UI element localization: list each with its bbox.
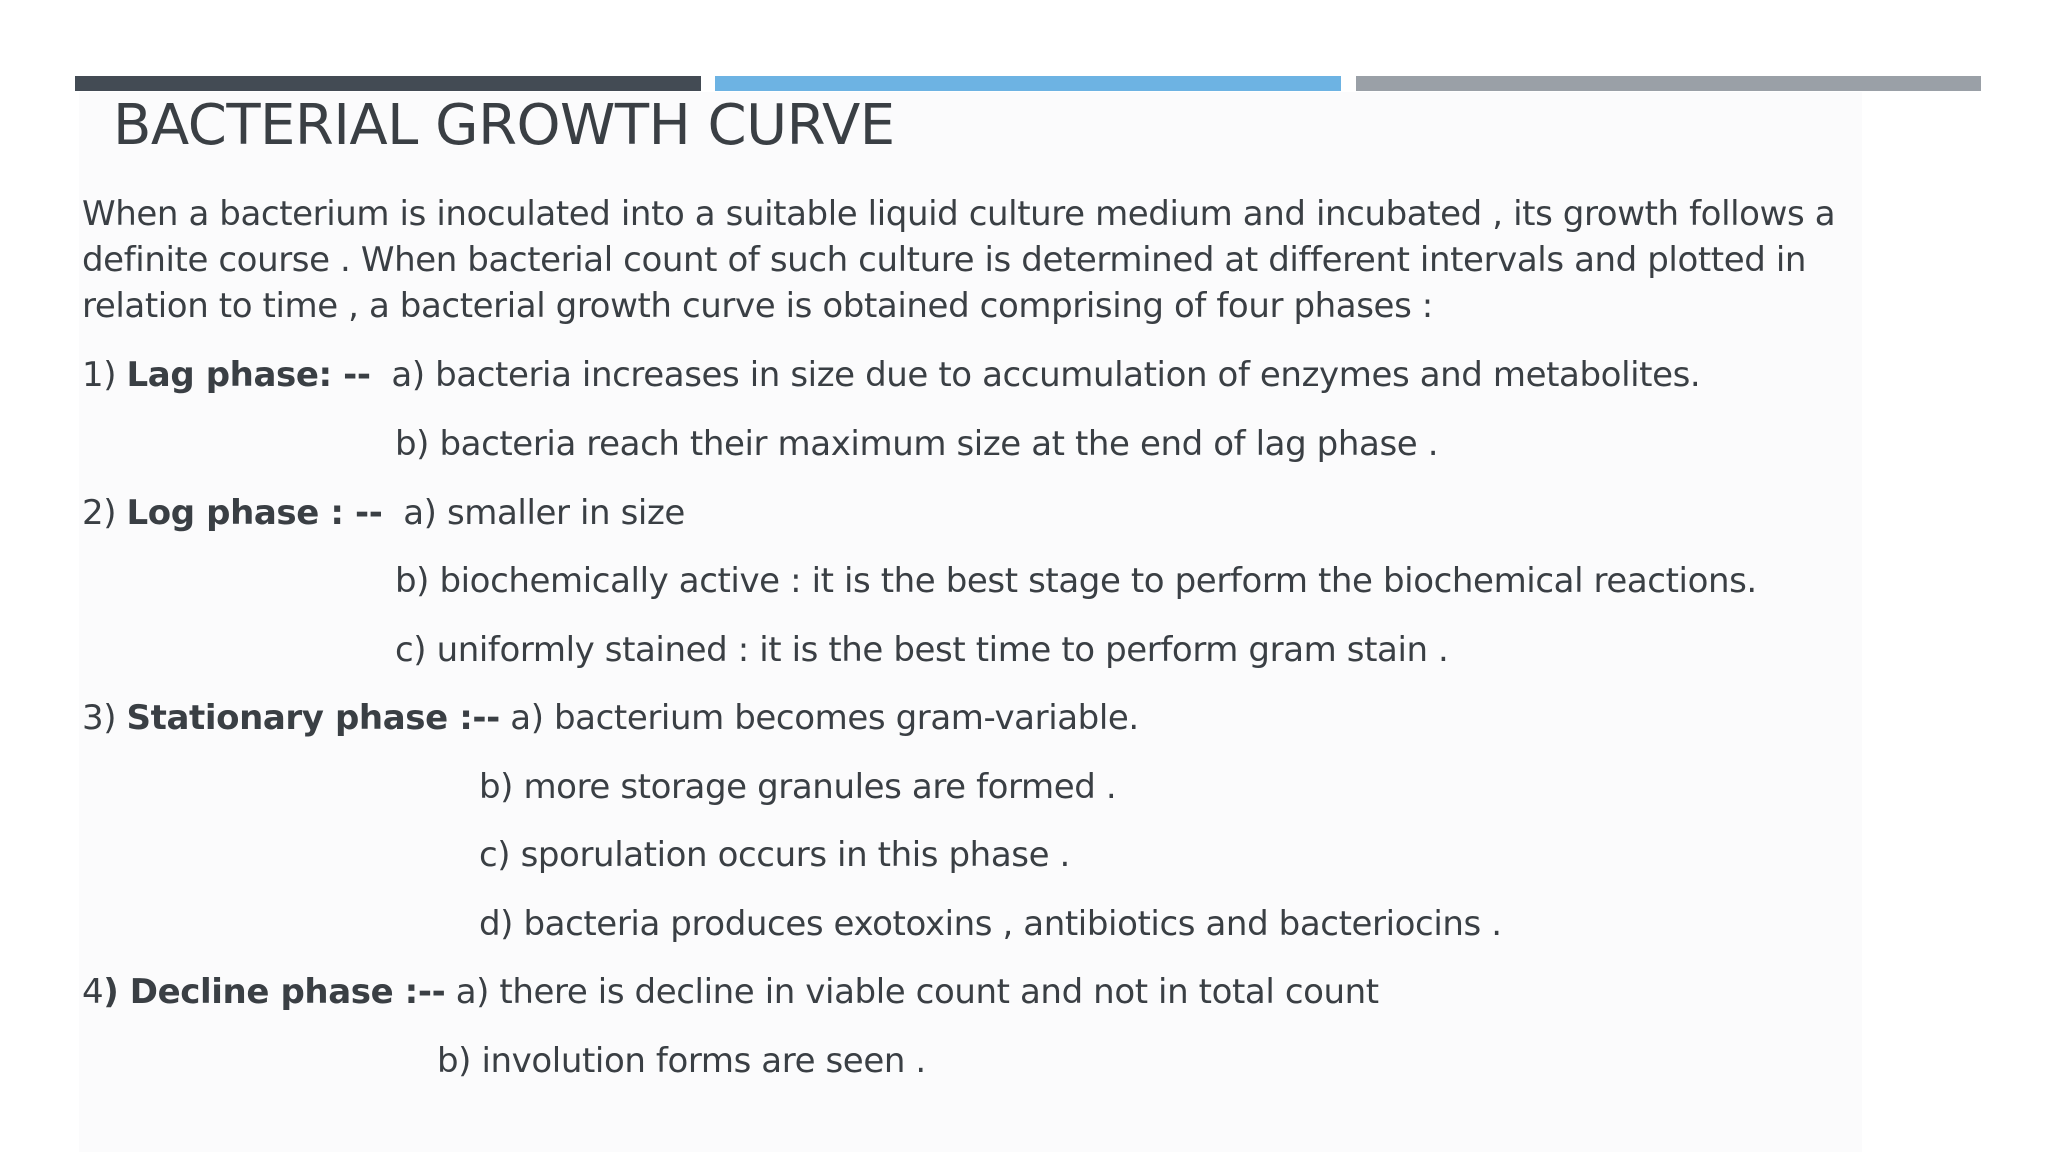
- phase-3-point-d: d) bacteria produces exotoxins , antibiotics and bacteriocins .: [479, 904, 1502, 944]
- phase-name: Lag phase: --: [126, 355, 371, 395]
- phase-point: a) bacterium becomes gram-variable.: [510, 698, 1139, 738]
- slide-title: BACTERIAL GROWTH CURVE: [113, 93, 895, 158]
- phase-3-heading-line: [82, 695, 1139, 741]
- phase-3-point-b: b) more storage granules are formed .: [479, 767, 1117, 807]
- phase-name: Log phase : --: [126, 493, 383, 533]
- phase-number: 3): [82, 698, 117, 738]
- accent-bar-gray: [1356, 76, 1981, 91]
- phase-name: Stationary phase :--: [126, 698, 500, 738]
- accent-bar-blue: [715, 76, 1341, 91]
- phase-point: a) bacteria increases in size due to accumulation of enzymes and metabolites.: [391, 355, 1701, 395]
- phase-4-heading-line: [82, 969, 1379, 1015]
- phase-2-point-c: c) uniformly stained : it is the best time to perform gram stain .: [395, 630, 1449, 670]
- phase-number: 1): [82, 355, 117, 395]
- phase-name: ) Decline phase :--: [103, 972, 446, 1012]
- phase-4-point-b: b) involution forms are seen .: [437, 1041, 926, 1081]
- intro-paragraph: When a bacterium is inoculated into a suitable liquid culture medium and incubated , its growth follows a definite course . When bacterial count of such culture is determined at different intervals and plotted in relation to time , a bacterial growth curve is obtained comprising of four phases :: [82, 194, 1836, 326]
- phase-2-heading-line: [82, 490, 685, 536]
- phase-3-point-c: c) sporulation occurs in this phase .: [479, 835, 1070, 875]
- phase-point: a) there is decline in viable count and not in total count: [455, 972, 1379, 1012]
- phase-1-point-b: b) bacteria reach their maximum size at the end of lag phase .: [395, 424, 1439, 464]
- phase-2-point-b: b) biochemically active : it is the best stage to perform the biochemical reactions.: [395, 561, 1757, 601]
- accent-bar-dark: [75, 76, 701, 91]
- phase-1-heading-line: [82, 352, 1700, 398]
- phase-number: 2): [82, 493, 117, 533]
- phase-point: a) smaller in size: [403, 493, 685, 533]
- phase-number: 4: [82, 972, 104, 1012]
